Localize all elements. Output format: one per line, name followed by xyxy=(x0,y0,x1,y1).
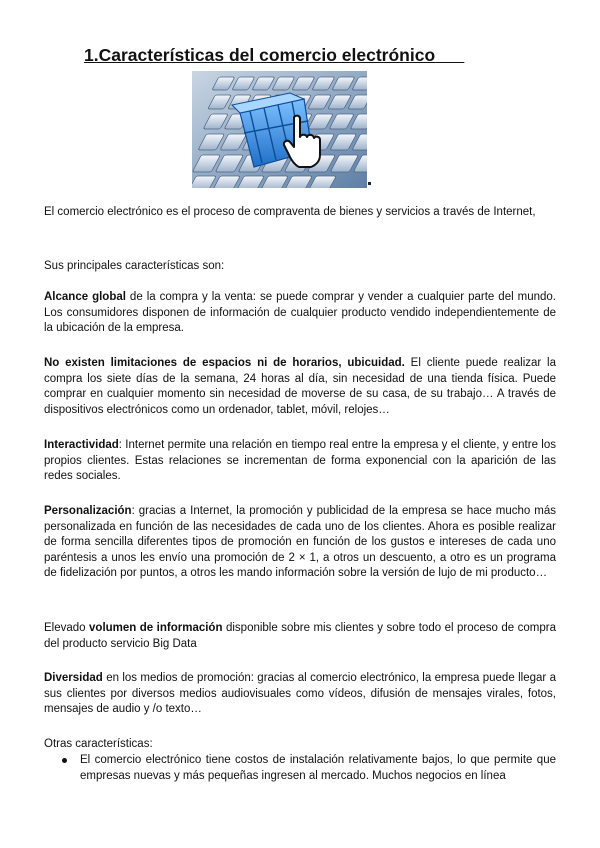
others-list xyxy=(44,753,556,784)
feature-personalization xyxy=(44,504,556,582)
others-heading: Otras características: xyxy=(44,738,153,750)
intro-paragraph: El comercio electrónico es el proceso de compraventa de bienes y servicios a través de Internet, xyxy=(44,206,536,218)
feature-diversity xyxy=(44,671,556,718)
feature-interactivity xyxy=(44,438,556,485)
feature-term: Alcance global xyxy=(44,291,126,303)
feature-volume xyxy=(44,621,556,652)
feature-ubiquity xyxy=(44,356,556,418)
feature-term: volumen de información xyxy=(89,622,223,634)
title-text: 1.Características del comercio electrónico xyxy=(84,45,436,65)
hero-image xyxy=(192,71,367,188)
feature-prefix: Elevado xyxy=(44,622,90,634)
feature-text: : Internet permite una relación en tiempo real entre la empresa y el cliente, y entre los propios clientes. Estas relaciones se incrementan de forma exponencial con la aparición de las redes sociales. xyxy=(44,439,556,482)
lead-paragraph: Sus principales características son: xyxy=(44,260,225,272)
feature-text: disponible sobre mis clientes y sobre todo el proceso de compra del producto servicio Big Data xyxy=(44,622,556,650)
feature-term: Personalización xyxy=(44,505,132,517)
feature-global-reach xyxy=(44,290,556,337)
shopping-basket-icon xyxy=(192,71,367,188)
feature-term: Interactividad xyxy=(44,439,119,451)
feature-text: de la compra y la venta: se puede comprar y vender a cualquier parte del mundo. Los consumidores disponen de información de cualquier producto vendido independientemente de la ubicación de la empresa. xyxy=(44,291,556,334)
bullet-icon xyxy=(62,758,67,763)
feature-term: No existen limitaciones de espacios ni de horarios, ubicuidad. xyxy=(44,357,405,369)
page-title xyxy=(84,45,464,66)
feature-text: El cliente puede realizar la compra los siete días de la semana, 24 horas al día, sin necesidad de una tienda física. Puede comprar en cualquier momento sin necesidad de moverse de su casa, de su trabajo… A través de dispositivos electrónicos como un ordenador, tablet, móvil, relojes… xyxy=(44,357,556,416)
list-item-text: El comercio electrónico tiene costos de instalación relativamente bajos, lo que permite que empresas nuevas y más pequeñas ingresen al mercado. Muchos negocios en línea xyxy=(80,754,556,782)
feature-text: en los medios de promoción: gracias al comercio electrónico, la empresa puede llegar a sus clientes por diversos medios audiovisuales como vídeos, difusión de mensajes virales, fotos, mensajes de audio y /o texto… xyxy=(44,672,556,715)
feature-text: : gracias a Internet, la promoción y publicidad de la empresa se hace mucho más personalizada en función de las necesidades de cada uno de los clientes. Ahora es posible realizar de forma sencilla diferentes tipos de promoción en función de los gustos e intereses de cada uno paréntesis a unos les envío una promoción de 2 × 1, a otros un descuento, a otro es un programa de fidelización por puntos, a otros les mando información sobre la versión de lujo de mi producto… xyxy=(44,505,556,579)
feature-term: Diversidad xyxy=(44,672,103,684)
title-underline-trail xyxy=(435,45,464,65)
image-caption-dot xyxy=(368,182,371,185)
list-item xyxy=(44,753,556,784)
